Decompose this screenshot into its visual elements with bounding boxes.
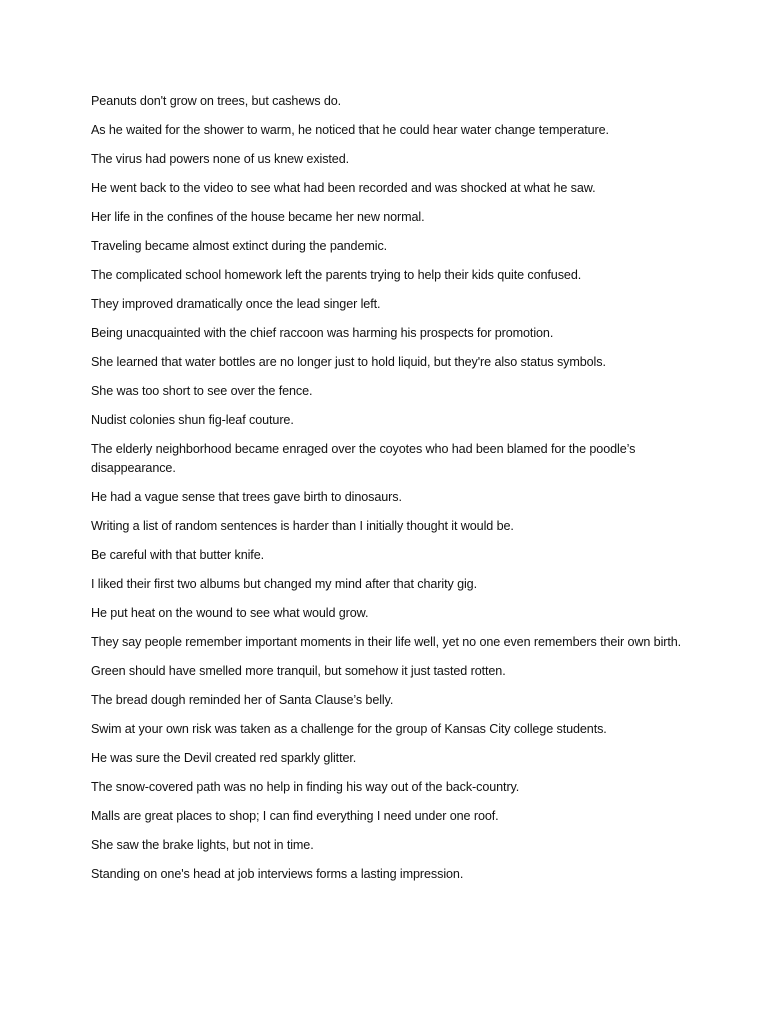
sentence-line: As he waited for the shower to warm, he noticed that he could hear water change temperature. [91,123,609,137]
sentence-line: Writing a list of random sentences is harder than I initially thought it would be. [91,519,514,533]
sentence-line: The virus had powers none of us knew existed. [91,152,350,166]
sentence-line: Standing on one's head at job interviews forms a lasting impression. [91,867,464,881]
sentence-line: He went back to the video to see what had been recorded and was shocked at what he saw. [91,181,596,195]
sentence-line: She learned that water bottles are no longer just to hold liquid, but they're also status symbols. [91,355,606,369]
sentence-line: The bread dough reminded her of Santa Clause’s belly. [91,693,394,707]
sentence-line: I liked their first two albums but changed my mind after that charity gig. [91,577,477,591]
sentence-line: The elderly neighborhood became enraged over the coyotes who had been blamed for the poodle’s disappearance. [91,442,636,475]
sentence-line: He put heat on the wound to see what would grow. [91,606,369,620]
sentence-line: The complicated school homework left the parents trying to help their kids quite confused. [91,268,582,282]
sentence-line: They improved dramatically once the lead singer left. [91,297,381,311]
sentence-line: He had a vague sense that trees gave birth to dinosaurs. [91,490,402,504]
sentence-line: The snow-covered path was no help in finding his way out of the back-country. [91,780,520,794]
sentence-line: She was too short to see over the fence. [91,384,313,398]
sentence-line: Peanuts don't grow on trees, but cashews do. [91,94,342,108]
sentence-line: She saw the brake lights, but not in time. [91,838,314,852]
sentence-line: Being unacquainted with the chief raccoon was harming his prospects for promotion. [91,326,554,340]
sentence-line: Be careful with that butter knife. [91,548,265,562]
sentence-list [91,92,691,894]
sentence-line: Her life in the confines of the house became her new normal. [91,210,425,224]
sentence-line: Green should have smelled more tranquil, but somehow it just tasted rotten. [91,664,506,678]
sentence-line: Malls are great places to shop; I can find everything I need under one roof. [91,809,499,823]
sentence-line: Swim at your own risk was taken as a challenge for the group of Kansas City college students. [91,722,607,736]
sentence-line: Nudist colonies shun fig-leaf couture. [91,413,294,427]
sentence-line: Traveling became almost extinct during the pandemic. [91,239,388,253]
sentence-line: They say people remember important moments in their life well, yet no one even remembers their own birth. [91,635,682,649]
sentence-line: He was sure the Devil created red sparkly glitter. [91,751,357,765]
